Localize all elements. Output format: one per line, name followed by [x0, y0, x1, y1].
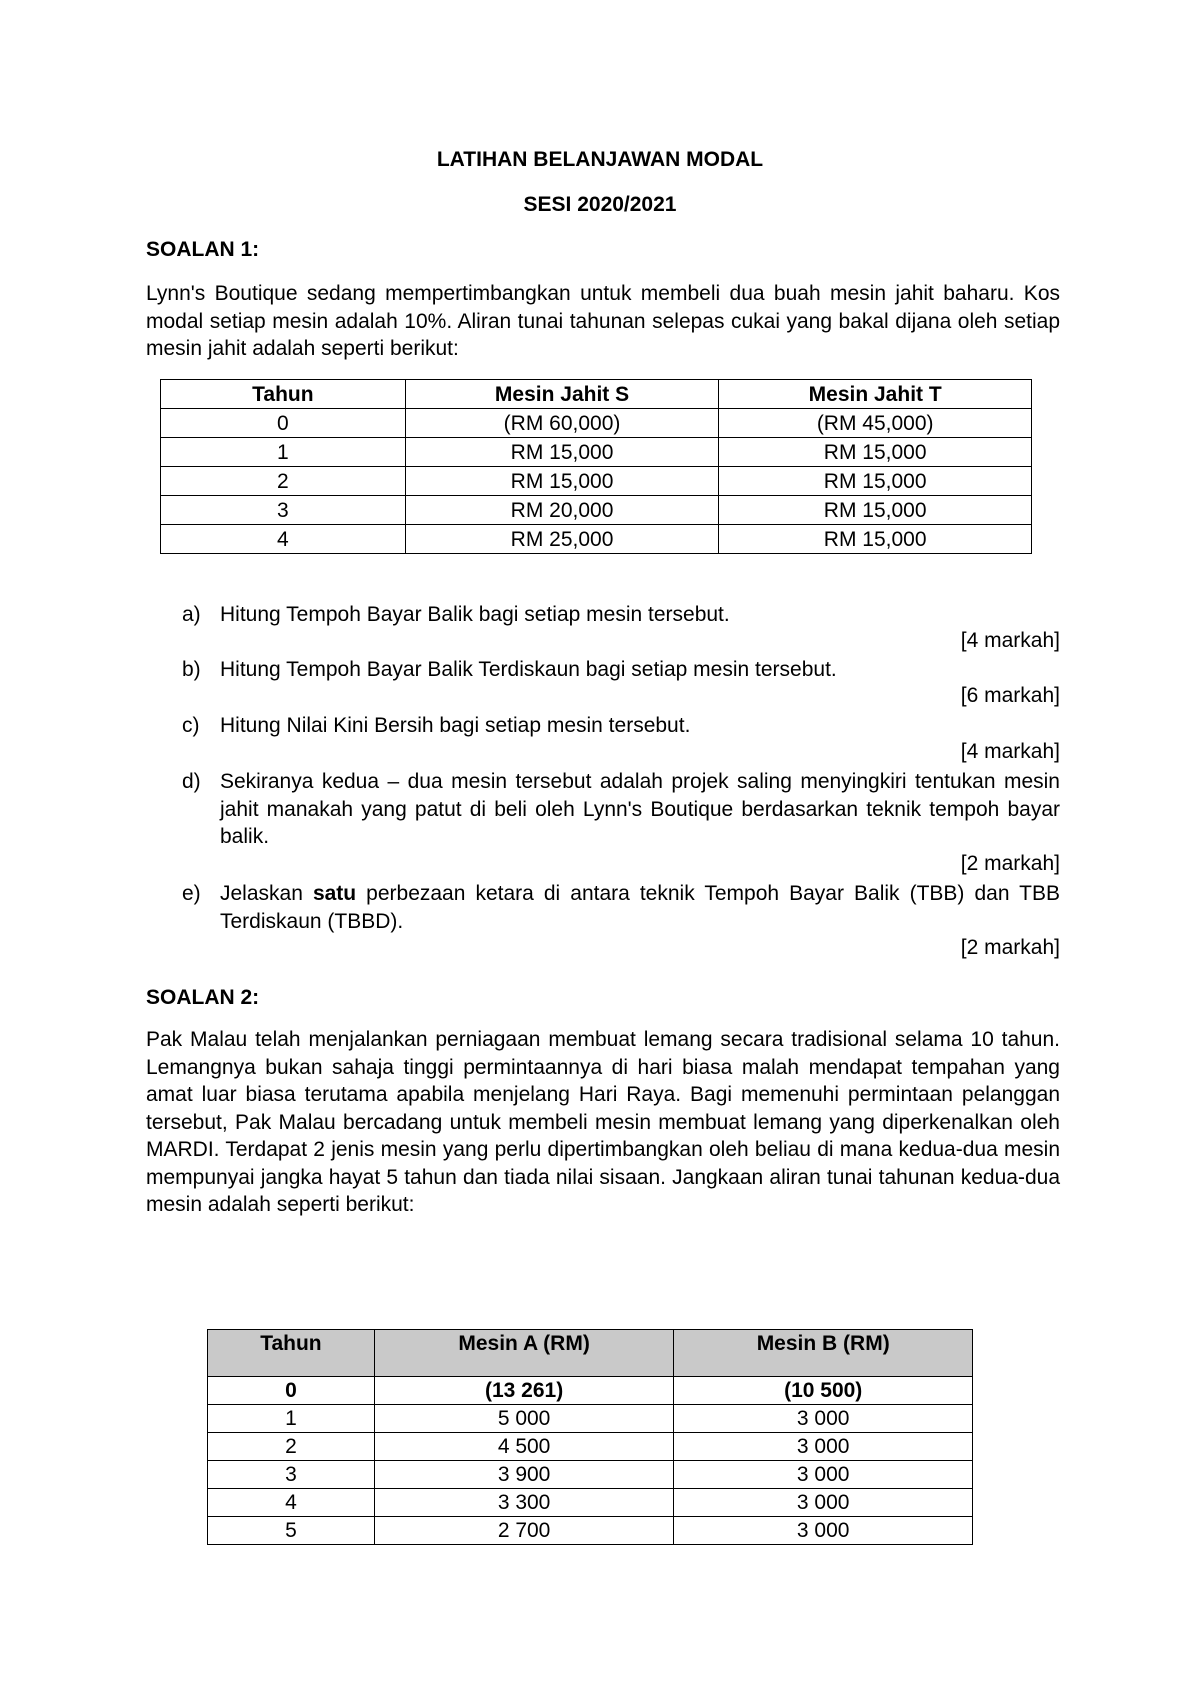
- table-cell: 4: [208, 1489, 375, 1517]
- table-row: [208, 1433, 973, 1461]
- q1-cashflow-table: [160, 379, 1032, 554]
- question-text-emphasis: satu: [312, 882, 357, 905]
- question-text: Hitung Nilai Kini Bersih bagi setiap mesin tersebut.: [220, 714, 691, 737]
- table-row: [208, 1489, 973, 1517]
- q1-marks-c: [4 markah]: [960, 740, 1060, 763]
- table-header-cell: Tahun: [208, 1330, 375, 1377]
- question-label: a): [182, 603, 201, 626]
- question-label: d): [182, 770, 201, 793]
- table-cell: RM 15,000: [719, 496, 1032, 525]
- q1-marks-a: [4 markah]: [960, 629, 1060, 652]
- q1-marks-e: [2 markah]: [960, 936, 1060, 959]
- table-cell: (RM 60,000): [405, 409, 719, 438]
- table-row: [208, 1517, 973, 1545]
- table-row: [161, 525, 1032, 554]
- table-cell: 1: [208, 1405, 375, 1433]
- table-cell: 2: [208, 1433, 375, 1461]
- table-cell: 4 500: [374, 1433, 674, 1461]
- table-cell: RM 15,000: [719, 525, 1032, 554]
- table-cell: 3 000: [674, 1405, 973, 1433]
- table-cell: 3 000: [674, 1461, 973, 1489]
- question-text-pre: Jelaskan: [220, 882, 313, 905]
- table-cell: 3: [161, 496, 406, 525]
- table-header-cell: Mesin Jahit T: [719, 380, 1032, 409]
- table-row: [208, 1461, 973, 1489]
- q2-heading: SOALAN 2:: [146, 986, 260, 1009]
- table-cell: (13 261): [374, 1377, 674, 1405]
- table-cell: 3 000: [674, 1489, 973, 1517]
- table-cell: 3 000: [674, 1433, 973, 1461]
- table-header-row: [208, 1330, 973, 1377]
- table-cell: RM 15,000: [719, 438, 1032, 467]
- table-row: [208, 1377, 973, 1405]
- question-label: c): [182, 714, 200, 737]
- table-row: [161, 409, 1032, 438]
- table-cell: RM 25,000: [405, 525, 719, 554]
- table-row: [161, 496, 1032, 525]
- question-text: Sekiranya kedua – dua mesin tersebut adalah projek saling menyingkiri tentukan mesin jahit manakah yang patut di beli oleh Lynn's Boutique berdasarkan teknik tempoh bayar balik.: [220, 770, 1060, 848]
- table-cell: 4: [161, 525, 406, 554]
- document-title: LATIHAN BELANJAWAN MODAL: [436, 148, 764, 171]
- table-header-row: [161, 380, 1032, 409]
- table-header-cell: Mesin B (RM): [674, 1330, 973, 1377]
- table-cell: RM 15,000: [405, 467, 719, 496]
- table-cell: 2: [161, 467, 406, 496]
- table-cell: (RM 45,000): [719, 409, 1032, 438]
- table-cell: 5 000: [374, 1405, 674, 1433]
- table-row: [208, 1405, 973, 1433]
- table-row: [161, 467, 1032, 496]
- question-text: [220, 880, 1060, 935]
- q2-cashflow-table: [207, 1329, 973, 1545]
- question-label: e): [182, 882, 201, 905]
- table-header-cell: Tahun: [161, 380, 406, 409]
- table-cell: 0: [161, 409, 406, 438]
- table-cell: (10 500): [674, 1377, 973, 1405]
- q1-heading: SOALAN 1:: [146, 238, 260, 261]
- table-header-cell: Mesin Jahit S: [405, 380, 719, 409]
- q1-marks-b: [6 markah]: [960, 684, 1060, 707]
- table-cell: RM 15,000: [719, 467, 1032, 496]
- table-header-cell: Mesin A (RM): [374, 1330, 674, 1377]
- table-cell: RM 20,000: [405, 496, 719, 525]
- table-cell: 3 900: [374, 1461, 674, 1489]
- table-cell: 3 300: [374, 1489, 674, 1517]
- q1-intro: Lynn's Boutique sedang mempertimbangkan untuk membeli dua buah mesin jahit baharu. Kos modal setiap mesin adalah 10%. Aliran tunai tahunan selepas cukai yang bakal dijana oleh setiap mesin jahit adalah seperti berikut:: [146, 282, 1060, 360]
- table-cell: 5: [208, 1517, 375, 1545]
- document-session: SESI 2020/2021: [523, 193, 677, 216]
- table-cell: RM 15,000: [405, 438, 719, 467]
- table-row: [161, 438, 1032, 467]
- table-cell: 0: [208, 1377, 375, 1405]
- question-text-post: perbezaan ketara di antara teknik Tempoh Bayar Balik (TBB) dan TBB Terdiskaun (TBBD).: [220, 882, 1061, 933]
- question-text: Hitung Tempoh Bayar Balik Terdiskaun bagi setiap mesin tersebut.: [220, 658, 837, 681]
- q2-intro: Pak Malau telah menjalankan perniagaan membuat lemang secara tradisional selama 10 tahun. Lemangnya bukan sahaja tinggi permintaannya di hari biasa malah mendapat tempahan yang amat luar biasa terutama apabila menjelang Hari Raya. Bagi memenuhi permintaan pelanggan tersebut, Pak Malau bercadang untuk membeli mesin membuat lemang yang diperkenalkan oleh MARDI. Terdapat 2 jenis mesin yang perlu dipertimbangkan oleh beliau di mana kedua-dua mesin mempunyai jangka hayat 5 tahun dan tiada nilai sisaan. Jangkaan aliran tunai tahunan kedua-dua mesin adalah seperti berikut:: [146, 1028, 1060, 1216]
- q1-marks-d: [2 markah]: [960, 852, 1060, 875]
- question-label: b): [182, 658, 201, 681]
- table-cell: 2 700: [374, 1517, 674, 1545]
- table-cell: 3 000: [674, 1517, 973, 1545]
- table-cell: 3: [208, 1461, 375, 1489]
- question-text: Hitung Tempoh Bayar Balik bagi setiap mesin tersebut.: [220, 603, 730, 626]
- table-cell: 1: [161, 438, 406, 467]
